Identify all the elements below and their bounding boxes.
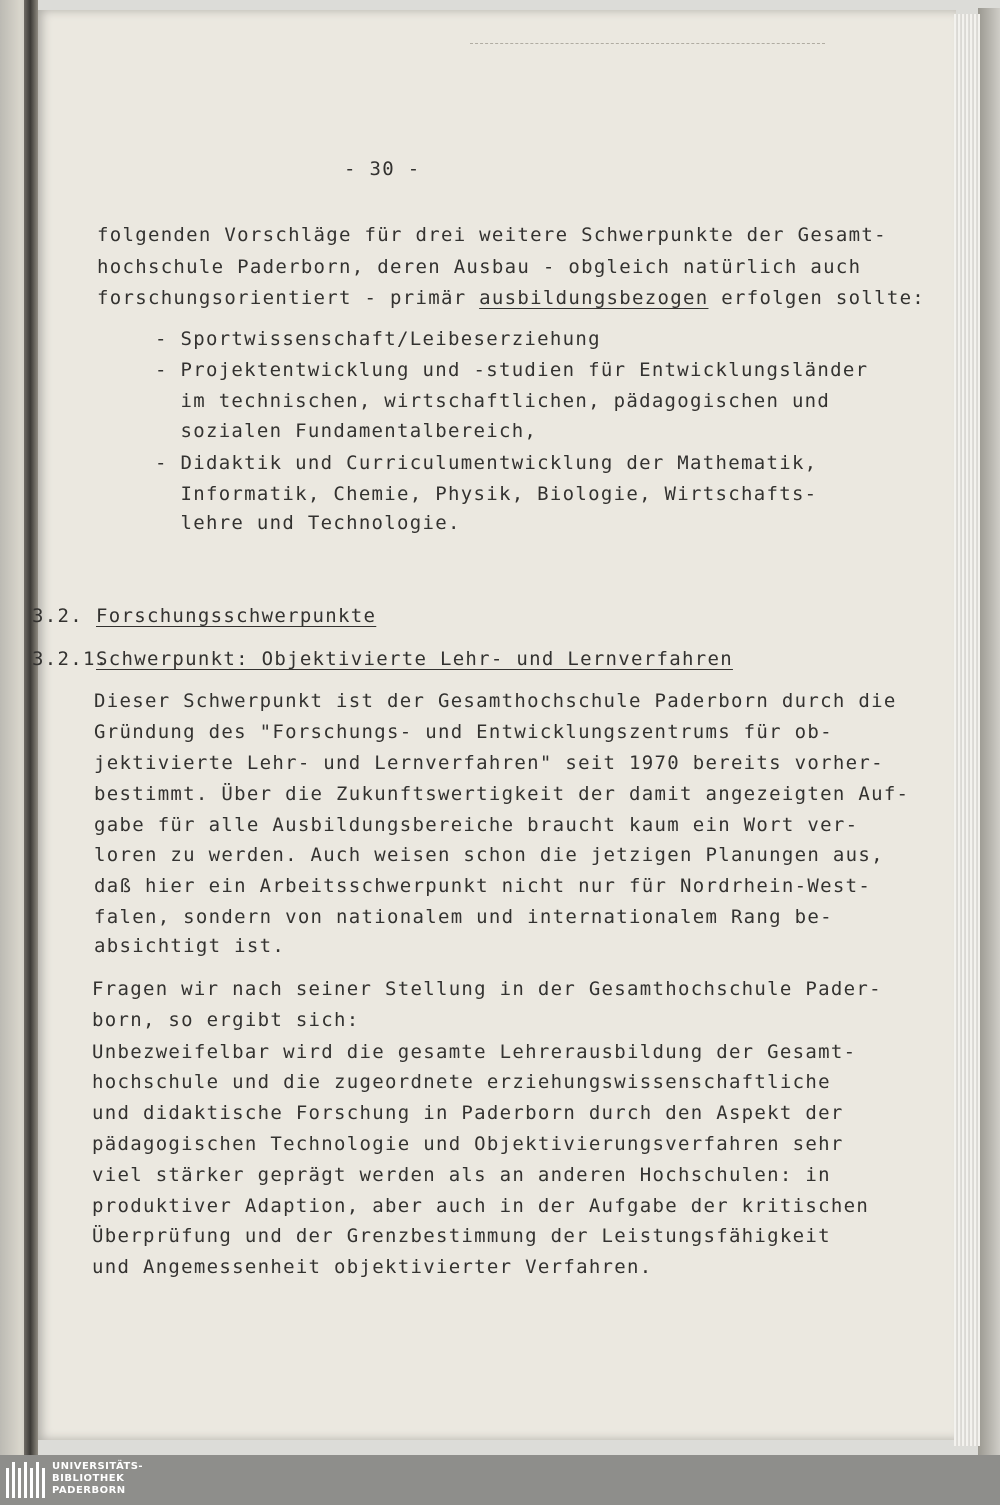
list-line-1: - Sportwissenschaft/Leibeserziehung — [155, 328, 601, 350]
paragraph2-line-9: Überprüfung und der Grenzbestimmung der Leistungsfähigkeit — [92, 1225, 831, 1247]
library-logo-line-3: PADERBORN — [52, 1485, 126, 1496]
list-line-4: sozialen Fundamentalbereich, — [155, 420, 538, 442]
library-logo-text — [52, 1461, 143, 1497]
library-footer — [0, 1455, 1000, 1505]
intro-line-2: hochschule Paderborn, deren Ausbau - obgleich natürlich auch — [97, 256, 862, 278]
section-heading: Forschungsschwerpunkte — [96, 605, 377, 627]
library-logo-line-2: BIBLIOTHEK — [52, 1473, 125, 1484]
subsection-number: 3.2.1. — [32, 648, 109, 670]
page-stack-edge — [954, 14, 980, 1446]
list-line-6: Informatik, Chemie, Physik, Biologie, Wirtschafts- — [155, 483, 818, 505]
list-line-7: lehre und Technologie. — [155, 512, 461, 534]
page-stack-shadow — [978, 8, 1000, 1455]
library-logo-bars-icon — [6, 1462, 46, 1498]
paragraph1-line-4: bestimmt. Über die Zukunftswertigkeit der damit angezeigten Auf- — [94, 783, 910, 805]
list-line-3: im technischen, wirtschaftlichen, pädagogischen und — [155, 390, 831, 412]
paragraph1-line-2: Gründung des "Forschungs- und Entwicklungszentrums für ob- — [94, 721, 833, 743]
paragraph1-line-1: Dieser Schwerpunkt ist der Gesamthochschule Paderborn durch die — [94, 690, 897, 712]
page-number: - 30 - — [344, 158, 421, 180]
paragraph2-line-2: born, so ergibt sich: — [92, 1009, 360, 1031]
paragraph2-line-10: und Angemessenheit objektivierter Verfahren. — [92, 1256, 653, 1278]
intro-line-3-end: erfolgen sollte: — [708, 287, 926, 309]
list-line-5: - Didaktik und Curriculumentwicklung der Mathematik, — [155, 452, 818, 474]
list-line-2: - Projektentwicklung und -studien für Entwicklungsländer — [155, 359, 869, 381]
intro-line-3 — [97, 289, 925, 308]
paragraph1-line-9: absichtigt ist. — [94, 935, 286, 957]
intro-line-3-start: forschungsorientiert - primär — [97, 287, 480, 309]
book-gutter — [24, 0, 38, 1455]
paragraph2-line-1: Fragen wir nach seiner Stellung in der Gesamthochschule Pader- — [92, 978, 882, 1000]
paragraph1-line-6: loren zu werden. Auch weisen schon die jetzigen Planungen aus, — [94, 844, 884, 866]
paragraph2-line-6: pädagogischen Technologie und Objektivierungsverfahren sehr — [92, 1133, 844, 1155]
paragraph2-line-5: und didaktische Forschung in Paderborn durch den Aspekt der — [92, 1102, 844, 1124]
paragraph1-line-7: daß hier ein Arbeitsschwerpunkt nicht nur für Nordrhein-West- — [94, 875, 872, 897]
paragraph2-line-3: Unbezweifelbar wird die gesamte Lehrerausbildung der Gesamt- — [92, 1041, 857, 1063]
intro-underlined-term: ausbildungsbezogen — [479, 287, 709, 309]
paragraph2-line-7: viel stärker geprägt werden als an anderen Hochschulen: in — [92, 1164, 831, 1186]
paragraph2-line-4: hochschule und die zugeordnete erziehungswissenschaftliche — [92, 1071, 831, 1093]
intro-line-1: folgenden Vorschläge für drei weitere Schwerpunkte der Gesamt- — [97, 224, 887, 246]
paragraph1-line-3: jektivierte Lehr- und Lernverfahren" seit 1970 bereits vorher- — [94, 752, 884, 774]
paragraph2-line-8: produktiver Adaption, aber auch in der Aufgabe der kritischen — [92, 1195, 870, 1217]
faint-top-rule — [470, 43, 825, 44]
paragraph1-line-8: falen, sondern von nationalem und internationalem Rang be- — [94, 906, 833, 928]
subsection-heading: Schwerpunkt: Objektivierte Lehr- und Lernverfahren — [96, 648, 733, 670]
paragraph1-line-5: gabe für alle Ausbildungsbereiche braucht kaum ein Wort ver- — [94, 814, 859, 836]
library-logo-line-1: UNIVERSITÄTS- — [52, 1461, 144, 1472]
section-number: 3.2. — [32, 605, 83, 627]
